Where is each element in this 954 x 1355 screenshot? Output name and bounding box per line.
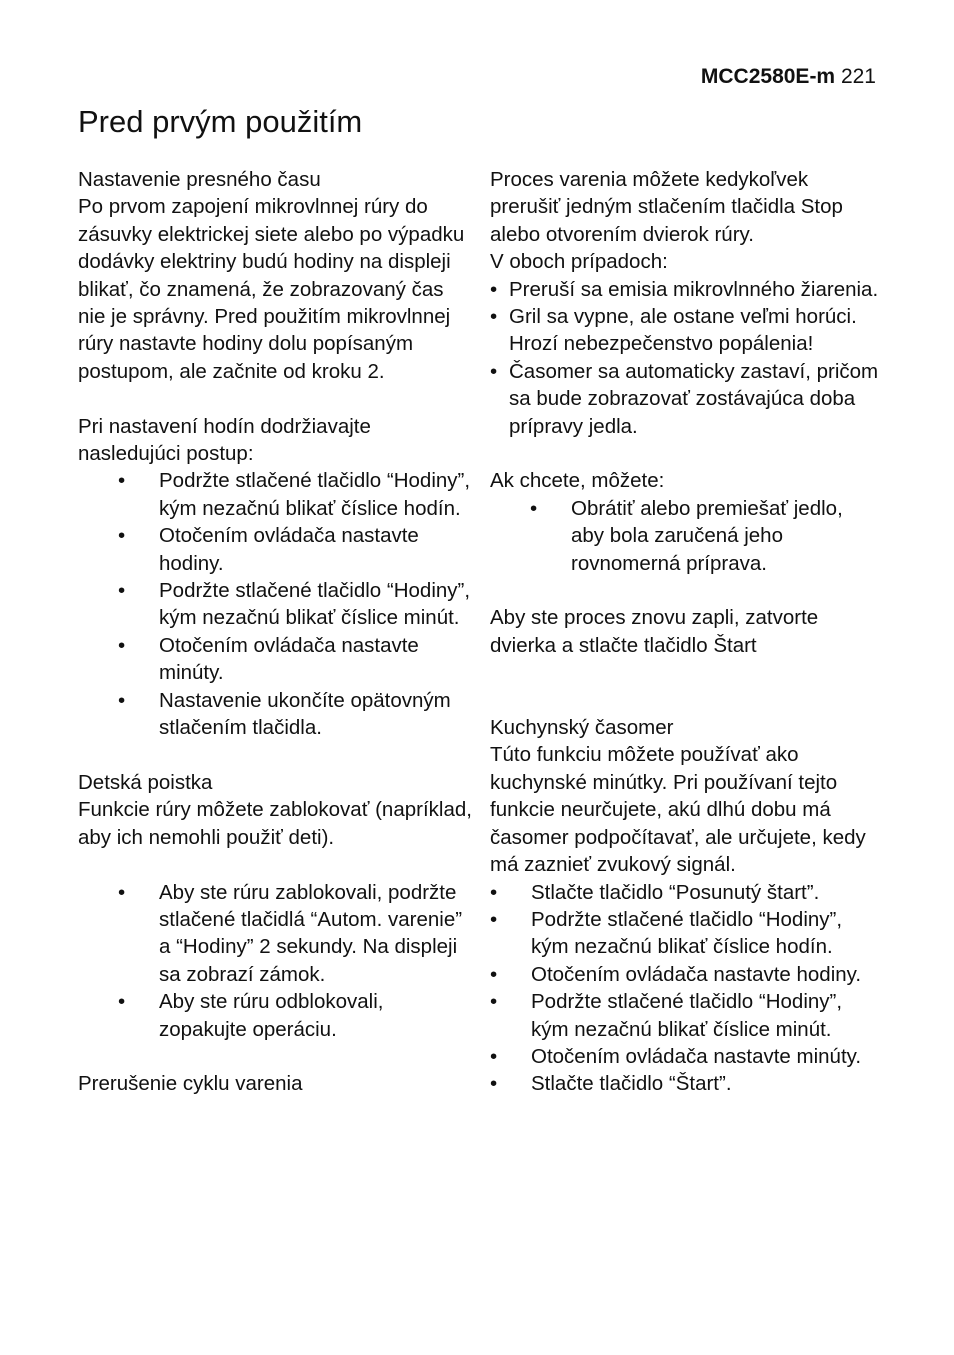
clock-steps-list: [78, 467, 473, 741]
cases-list: [490, 276, 880, 440]
bullet-icon: •: [490, 990, 498, 1014]
clock-intro: Po prvom zapojení mikrovlnnej rúry do zásuvky elektrickej siete alebo po výpadku dodávky elektriny budú hodiny na displeji blikať, čo znamená, že zobrazovaný čas nie je správny. Pred použitím mikrovlnnej rúry nastavte hodiny dolu popísaným postupom, ale začnite od kroku 2.: [78, 195, 465, 383]
list-item: • Aby ste rúru zablokovali, podržte stlačené tlačidlá “Autom. varenie” a “Hodiny” 2 sekundy. Na displeji sa zobrazí zámok.: [118, 880, 463, 986]
timer-intro: Túto funkciu môžete používať ako kuchynské minútky. Pri používaní tejto funkcie neurčujete, akú dlhú dobu má časomer podpočítavať, ale určujete, kedy má zaznieť zvukový signál.: [490, 743, 866, 877]
bullet-icon: •: [530, 496, 538, 520]
bullet-icon: •: [118, 469, 126, 493]
section-heading-kitchen-timer: Kuchynský časomer: [490, 716, 674, 740]
clock-procedure: Pri nastavení hodín dodržiavajte nasledujúci postup:: [78, 414, 371, 466]
list-item: • Časomer sa automaticky zastaví, pričom sa bude zobrazovať zostávajúca doba prípravy jedla.: [490, 359, 879, 438]
page-number: 221: [840, 65, 876, 88]
list-item: • Podržte stlačené tlačidlo “Hodiny”, kým nezačnú blikať číslice hodín.: [490, 907, 843, 959]
both-cases-label: V oboch prípadoch:: [490, 250, 668, 274]
list-item: • Nastavenie ukončíte opätovným stlačením tlačidla.: [118, 688, 451, 740]
bullet-icon: •: [118, 990, 126, 1014]
restart-text: Aby ste proces znovu zapli, zatvorte dvierka a stlačte tlačidlo Štart: [490, 606, 819, 657]
bullet-icon: •: [490, 305, 498, 329]
optional-list: [490, 495, 880, 577]
list-item: • Otočením ovládača nastavte minúty.: [490, 1043, 880, 1070]
list-item: • Podržte stlačené tlačidlo “Hodiny”, kým nezačnú blikať číslice minút.: [118, 579, 471, 630]
section-heading-child-lock: Detská poistka: [78, 770, 213, 794]
lock-intro: Funkcie rúry môžete zablokovať (napríklad, aby ich nemohli použiť deti).: [78, 798, 472, 849]
list-item: • Podržte stlačené tlačidlo “Hodiny”, kým nezačnú blikať číslice minút.: [490, 990, 843, 1041]
bullet-icon: •: [490, 907, 498, 931]
list-item: • Otočením ovládača nastavte minúty.: [118, 633, 419, 685]
interrupt-text: Proces varenia môžete kedykoľvek prerušiť jedným stlačením tlačidla Stop alebo otvorením dvierok rúry.: [490, 168, 843, 246]
model-name: MCC2580E-m: [700, 65, 836, 88]
bullet-icon: •: [490, 1044, 498, 1068]
list-item: • Preruší sa emisia mikrovlnného žiarenia.: [490, 276, 880, 303]
lock-steps-list: [78, 879, 473, 1043]
bullet-icon: •: [490, 359, 498, 383]
bullet-icon: •: [490, 880, 498, 904]
bullet-icon: •: [118, 880, 126, 904]
bullet-icon: •: [490, 1072, 498, 1096]
section-heading-clock: Nastavenie presného času: [78, 168, 321, 191]
list-item: • Gril sa vypne, ale ostane veľmi horúci. Hrozí nebezpečenstvo popálenia!: [490, 305, 857, 356]
bullet-icon: •: [490, 962, 498, 986]
right-column: [490, 166, 880, 1098]
list-item: • Otočením ovládača nastavte hodiny.: [490, 961, 880, 988]
page-header: [701, 64, 876, 90]
list-item: • Stlačte tlačidlo “Posunutý štart”.: [490, 879, 880, 906]
bullet-icon: •: [490, 277, 498, 301]
list-item: • Aby ste rúru odblokovali, zopakujte operáciu.: [118, 990, 384, 1041]
bullet-icon: •: [118, 524, 126, 548]
section-heading-interrupt: Prerušenie cyklu varenia: [78, 1072, 303, 1096]
list-item: • Obrátiť alebo premiešať jedlo, aby bola zaručená jeho rovnomerná príprava.: [530, 496, 843, 575]
list-item: • Otočením ovládača nastavte hodiny.: [118, 524, 419, 575]
bullet-icon: •: [118, 633, 126, 657]
list-item: • Stlačte tlačidlo “Štart”.: [490, 1070, 880, 1097]
left-column: [78, 166, 473, 1098]
bullet-icon: •: [118, 579, 126, 603]
bullet-icon: •: [118, 688, 126, 712]
timer-steps-list: [490, 879, 880, 1098]
list-item: • Podržte stlačené tlačidlo “Hodiny”, kým nezačnú blikať číslice hodín.: [118, 469, 471, 520]
page-title: Pred prvým použitím: [78, 104, 363, 139]
optional-label: Ak chcete, môžete:: [490, 469, 665, 493]
